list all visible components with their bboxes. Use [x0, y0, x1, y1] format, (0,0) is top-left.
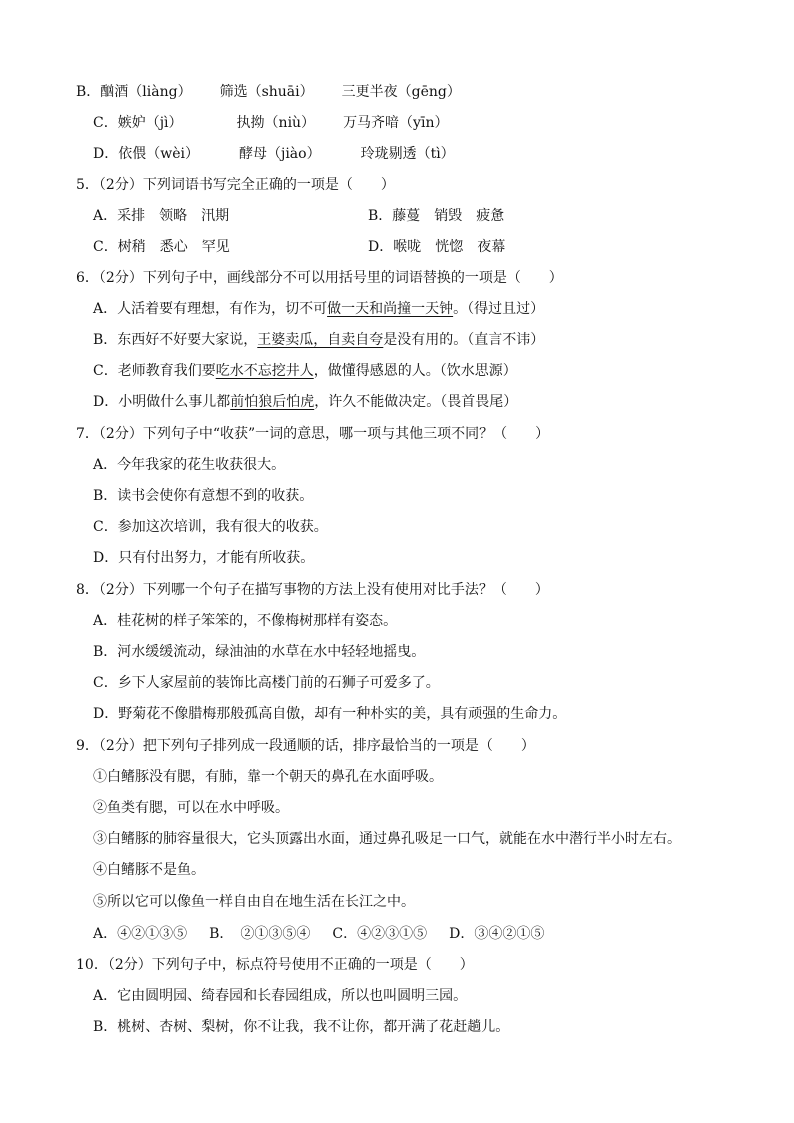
q4-option-d-item-1: 依偎（wèi）: [118, 146, 199, 162]
q4-option-d-label: D．: [93, 146, 119, 162]
q9-option-a: A．④②①③⑤: [93, 926, 188, 942]
q6-option-b-underlined: 王婆卖瓜，自卖自夸: [257, 332, 384, 348]
q6-option-d-post: ，许久不能做决定。（畏首畏尾）: [314, 394, 518, 410]
q6-option-d: [93, 392, 517, 412]
q6-option-b-pre: B．东西好不好要大家说，: [93, 332, 258, 348]
q4-option-c: [93, 113, 448, 133]
q9-option-d: D．③④②①⑤: [449, 926, 545, 942]
q8-option-d: D．野菊花不像腊梅那般孤高自傲，却有一种朴实的美，具有顽强的生命力。: [93, 706, 567, 722]
q4-option-c-item-2: 执拗（niù）: [236, 115, 316, 131]
q9-option-b: B． ②①③⑤④: [209, 926, 311, 942]
q5-option-d: D．喉咙 恍惚 夜幕: [368, 239, 506, 255]
q7-stem: 7．（2分）下列句子中“收获”一词的意思，哪一项与其他三项不同？（ ）: [76, 426, 550, 442]
q9-options: [93, 924, 566, 944]
q6-option-b: [93, 330, 544, 350]
q6-option-c-post: ，做懂得感恩的人。（饮水思源）: [313, 363, 517, 379]
q6-option-d-underlined: 前怕狼后怕虎: [230, 394, 315, 410]
q4-option-b-label: B．: [76, 84, 101, 100]
q9-sentence-2: ②鱼类有腮，可以在水中呼吸。: [93, 800, 289, 816]
q6-option-a-underlined: 做一天和尚撞一天钟: [327, 301, 454, 317]
q6-option-c-pre: C．老师教育我们要: [93, 363, 216, 379]
q4-option-c-item-1: 嫉妒（jì）: [117, 115, 183, 131]
q6-option-a-post: 。（得过且过）: [453, 301, 545, 317]
q4-option-d: [93, 144, 455, 164]
q8-option-a: A．桂花树的样子笨笨的，不像梅树那样有姿态。: [93, 613, 398, 629]
q9-sentence-1: ①白鳍豚没有腮，有肺，靠一个朝天的鼻孔在水面呼吸。: [93, 769, 443, 785]
q6-option-a-pre: A．人活着要有理想，有作为，切不可: [93, 301, 328, 317]
q7-option-c: C．参加这次培训，我有很大的收获。: [93, 519, 328, 535]
q9-option-c: C．④②③①⑤: [332, 926, 428, 942]
q10-option-a: A．它由圆明园、绮春园和长春园组成，所以也叫圆明三园。: [93, 988, 468, 1004]
q6-option-c: [93, 361, 517, 381]
q7-option-d: D．只有付出努力，才能有所收获。: [93, 550, 315, 566]
q7-option-a: A．今年我家的花生收获很大。: [93, 457, 286, 473]
q6-stem: 6．（2分）下列句子中，画线部分不可以用括号里的词语替换的一项是（ ）: [76, 270, 563, 286]
q5-option-a: A．采排 领略 汛期: [93, 208, 230, 224]
q6-option-c-underlined: 吃水不忘挖井人: [215, 363, 314, 379]
q9-sentence-5: ⑤所以它可以像鱼一样自由自在地生活在长江之中。: [93, 894, 415, 910]
q4-option-d-item-2: 酵母（jiào）: [238, 146, 321, 162]
q4-option-d-item-3: 玲珑剔透（tì）: [360, 146, 455, 162]
q8-option-c: C．乡下人家屋前的装饰比高楼门前的石狮子可爱多了。: [93, 675, 440, 691]
q8-option-b: B．河水缓缓流动，绿油油的水草在水中轻轻地摇曳。: [93, 644, 426, 660]
q9-stem: 9．（2分）把下列句子排列成一段通顺的话，排序最恰当的一项是（ ）: [76, 738, 535, 754]
q4-option-c-item-3: 万马齐喑（yīn）: [343, 115, 449, 131]
q6-option-a: [93, 299, 544, 319]
q4-option-b-item-2: 筛选（shuāi）: [219, 84, 314, 100]
q8-stem: 8．（2分）下列哪一个句子在描写事物的方法上没有使用对比手法？（ ）: [76, 582, 549, 598]
q9-sentence-3: ③白鳍豚的肺容量很大，它头顶露出水面，通过鼻孔吸足一口气，就能在水中潜行半小时左右。: [93, 831, 681, 847]
q5-option-b: B．藤蔓 销毁 疲惫: [368, 208, 505, 224]
q10-stem: 10．（2分）下列句子中，标点符号使用不正确的一项是（ ）: [76, 957, 474, 973]
q9-sentence-4: ④白鳍豚不是鱼。: [93, 862, 205, 878]
q4-option-c-label: C．: [93, 115, 118, 131]
q5-option-c: C．树稍 悉心 罕见: [93, 239, 230, 255]
q6-option-b-post: 是没有用的。（直言不讳）: [383, 332, 545, 348]
q7-option-b: B．读书会使你有意想不到的收获。: [93, 488, 314, 504]
q4-option-b: [76, 82, 461, 102]
q5-stem: 5．（2分）下列词语书写完全正确的一项是（ ）: [76, 177, 395, 193]
q4-option-b-item-3: 三更半夜（gēng）: [341, 84, 461, 100]
q4-option-b-item-1: 酗酒（liàng）: [100, 84, 192, 100]
q10-option-b: B．桃树、杏树、梨树，你不让我，我不让你，都开满了花赶趟儿。: [93, 1019, 510, 1035]
q6-option-d-pre: D．小明做什么事儿都: [93, 394, 231, 410]
